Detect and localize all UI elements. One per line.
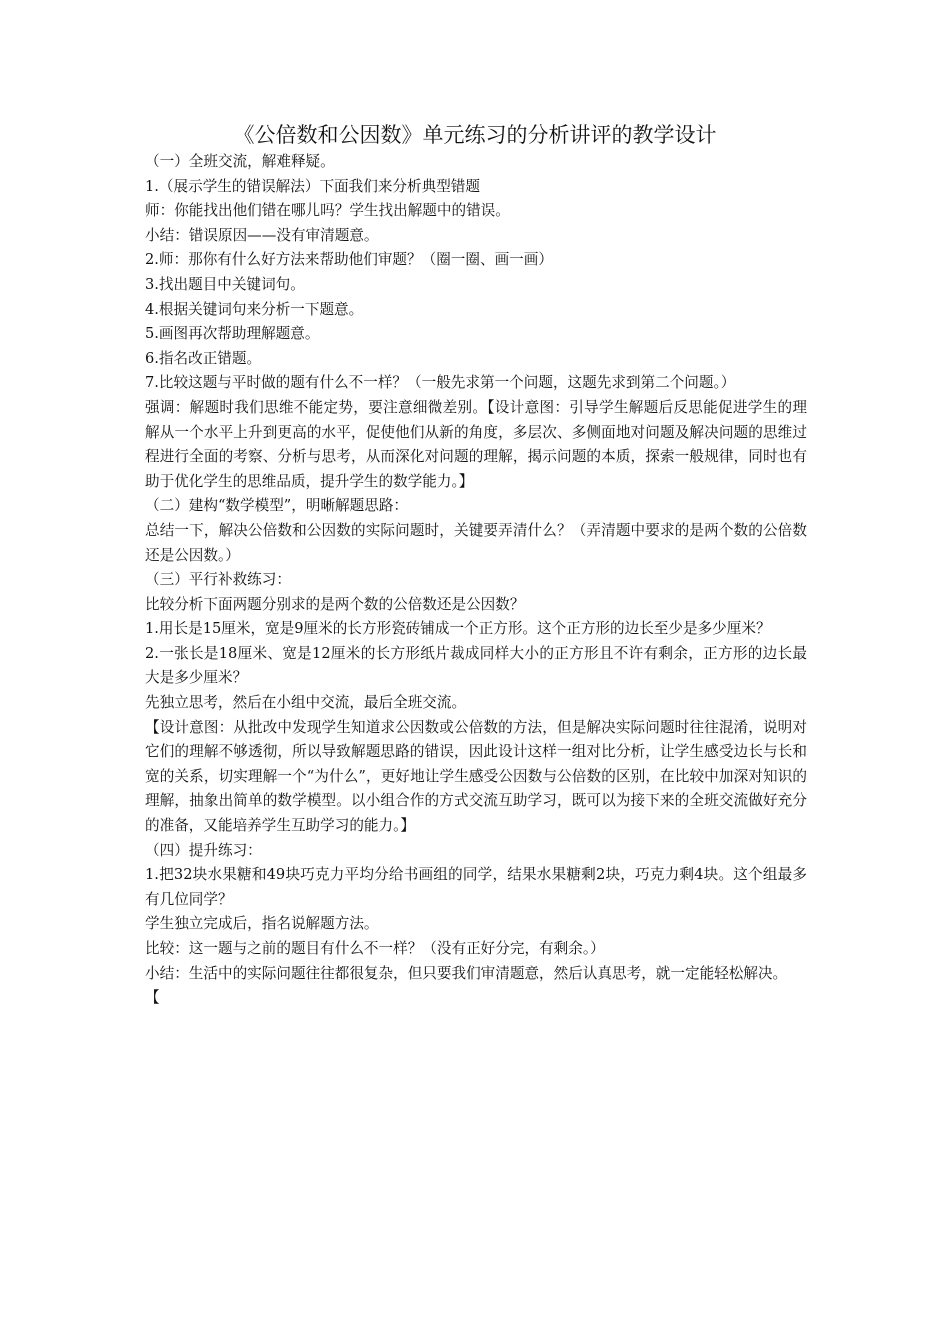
paragraph: 4.根据关键词句来分析一下题意。	[145, 300, 364, 318]
section-heading-4: （四）提升练习：	[145, 841, 262, 859]
exercise-item: 1.把32块水果糖和49块巧克力平均分给书画组的同学，结果水果糖剩2块，巧克力剩4块。这个组最多有几位同学？	[145, 866, 807, 908]
section-heading-2: （二）建构“数学模型”，明晰解题思路：	[145, 497, 409, 515]
document-title: 《公倍数和公因数》单元练习的分析讲评的教学设计	[233, 123, 717, 147]
section-heading-3: （三）平行补救练习：	[145, 571, 291, 589]
paragraph: 比较分析下面两题分别求的是两个数的公倍数还是公因数？	[145, 595, 525, 613]
paragraph: 师：你能找出他们错在哪儿吗？学生找出解题中的错误。	[145, 202, 510, 220]
paragraph: 先独立思考，然后在小组中交流，最后全班交流。	[145, 694, 467, 712]
trailing-bracket: 【	[145, 989, 160, 1007]
paragraph: 小结：生活中的实际问题往往都很复杂，但只要我们审清题意，然后认真思考，就一定能轻松解决。	[145, 964, 788, 982]
paragraph: 6.指名改正错题。	[145, 349, 262, 367]
paragraph: 学生独立完成后，指名说解题方法。	[145, 915, 379, 933]
section-heading-1: （一）全班交流，解难释疑。	[145, 153, 335, 170]
paragraph: 小结：错误原因——没有审清题意。	[145, 226, 379, 244]
paragraph: 3.找出题目中关键词句。	[145, 275, 305, 293]
design-intent-paragraph: 【设计意图：从批改中发现学生知道求公因数或公倍数的方法，但是解决实际问题时往往混淆，说明对它们的理解不够透彻，所以导致解题思路的错误，因此设计这样一组对比分析，让学生感受边长与长和宽的关系，切实理解一个“为什么”，更好地让学生感受公因数与公倍数的区别，在比较中加深对知识的理解，抽象出简单的数学模型。以小组合作的方式交流互助学习，既可以为接下来的全班交流做好充分的准备，又能培养学生互助学习的能力。】	[145, 718, 807, 835]
document-body	[145, 150, 807, 1011]
paragraph: 2.师：那你有什么好方法来帮助他们审题？（圈一圈、画一画）	[145, 251, 553, 269]
paragraph: 7.比较这题与平时做的题有什么不一样？（一般先求第一个问题，这题先求到第二个问题。）	[145, 374, 736, 392]
design-intent-paragraph: 强调：解题时我们思维不能定势，要注意细微差别。【设计意图：引导学生解题后反思能促进学生的理解从一个水平上升到更高的水平，促使他们从新的角度，多层次、多侧面地对问题及解决问题的思维过程进行全面的考察、分析与思考，从而深化对问题的理解，揭示问题的本质，探索一般规律，同时也有助于优化学生的思维品质，提升学生的数学能力。】	[145, 398, 807, 490]
exercise-item: 1.用长是15厘米，宽是9厘米的长方形瓷砖铺成一个正方形。这个正方形的边长至少是多少厘米？	[145, 620, 771, 638]
paragraph: 5.画图再次帮助理解题意。	[145, 325, 320, 343]
paragraph: 1.（展示学生的错误解法）下面我们来分析典型错题	[145, 177, 480, 195]
exercise-item: 2.一张长是18厘米、宽是12厘米的长方形纸片裁成同样大小的正方形且不许有剩余，正方形的边长最大是多少厘米？	[145, 644, 807, 687]
paragraph: 比较：这一题与之前的题目有什么不一样？（没有正好分完，有剩余。）	[145, 940, 605, 957]
paragraph: 总结一下，解决公倍数和公因数的实际问题时，关键要弄清什么？（弄清题中要求的是两个数的公倍数还是公因数。）	[145, 521, 807, 564]
